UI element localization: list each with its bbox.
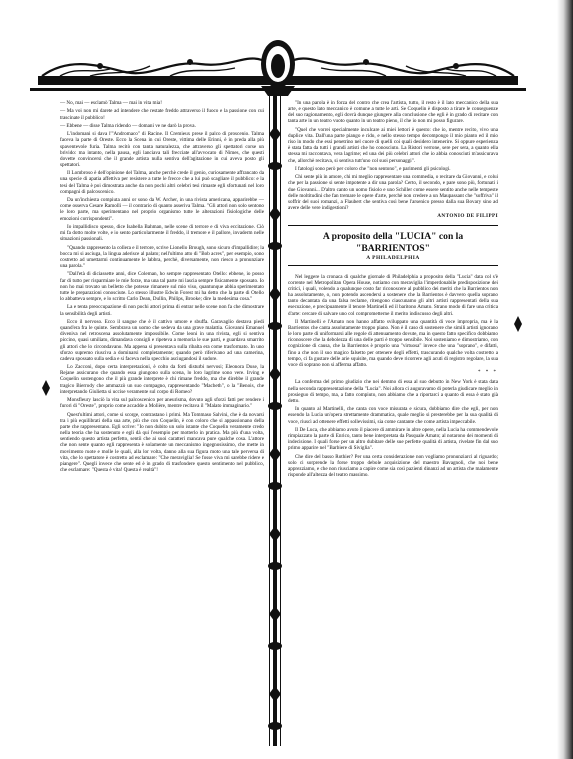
- left-paragraph: Ecco il nervoso. Ecco il sangue che è il cattivo umore e sbuffa. Garavaglio destava piedi quand'era fra le quinte. Sembrava un uomo che sedeva da una grave malattia. Giovanni Emanuel diveniva nel retroscena assolutamente impossibile. Come leoni in una rivista, egli si sentiva piccino, quasi umiliato, dimandava consigli e ripeteva a memoria le sue parti, e guardava smarrito gli attori che lo circondavano. Ma appena si presentava sulla ribalta era come trasformato. In uno sforzo supremo riusciva a dominarsi completamente; quando però riferivano ad una camerina, cadeva spossato sulla sedia e si faceva nella specchio asciugandosi il sudore.: [60, 318, 264, 362]
- right-margin-ornament-icon: [512, 316, 524, 332]
- left-paragraph: — Ebbene — disse Talma ridendo — domani ve ne darò la prova.: [60, 122, 196, 129]
- left-paragraph: Lo Zacconi, dopo certa interpretazioni, è colto da forti disturbi nervosi; Eleonora Duse, la Rejane assicurano che quando essa giungono sulla scena, lo loro lagrime sono vere. Irving e Coquelin sostengono che il più grande interprete è chi rimane freddo, ma che direbbe il grande tragico Bierrody che ammazzò un suo compagno, rappresentando "Macbeth", o la "Benois, che interpretando Giulietta si uccise veramente sul corpo di Romeo?: [60, 364, 264, 395]
- article-paragraph: In quanto al Martinelli, che canta con voce misurata e sicura, dobbiamo dire che egli, per non essendo la Lucia un'opera strettamente drammatica, quale meglio si presterebbe per la sua qualità di voce, riuscì ad ottenere effetti sollevissimi, sia come cantante che come artista impeccabile.: [288, 406, 498, 425]
- right-paragraph: Chi sente più in amore, chi mi meglio rappresentare una commedia, o recitare da Giovanni, e colui che per la passione si sente impotente a dir una parola? Certo, il secondo, e pare sono più, fortunati i due Giovanni... D'altro canto un uomo fisiolo e uno Schiller come essere sentito anche nelle tempeste delle moltitudini che fan tremare le opere d'arte, perchè non credere a un Maupassant che "soffriva" il soffrir del suoi romanzi, a Flaubert che sentiva così bene l'arsenico presso dalla sua Bovary sino ad avere delle vere indigestioni?: [288, 174, 498, 212]
- scan-edge: [557, 0, 573, 759]
- article-heading: [288, 225, 498, 266]
- article-paragraph: Nel leggere la cronaca di qualche giornale di Philadelphia a proposito della "Lucia" data col s'è corrente nel Metropolitan Opera House, notiamo con meraviglia l'imperdonabile predisposizione dei critici, i quali, volendo a qualunque costo far riconoscere al pubblico dei meriti che la Barrientos non ha assolutamente, o, non potendo ascendersi a sostenere che la Barrientos è davvero quella soprano tanto decantata da una falsa reclame, ritengono ciascunamo gli altri artisti rappresentati della sua esecuzione, e precipuamente il tenore Martinelli ed il baritono Amato. Strano modo di fare una critica d'arte: cercare di salvare uno col comprometterne il merito indiscusso degli altri.: [288, 273, 498, 317]
- right-paragraph: I fatologi sono però per coloro che "non sentono", e parimenti gli psicologi.: [295, 165, 451, 172]
- left-paragraph: Io impallidisco spesso, dice Isabella Bahman, nelle scene di terrore e di viva eccitazione. Ciò mi fa dotto molte volte, e io sento particolarmente il freddo, il tremore e il pallore, invaderm nelle situazioni passionali.: [60, 223, 264, 243]
- article-title: A proposito della "LUCIA" con la "BARRIENTOS": [322, 230, 464, 254]
- article-subtitle: A PHILADELPHIA: [366, 254, 420, 261]
- right-paragraph: "Quel che vorrei specialmente inculcare ai miei lettori è questo: che io, mentre recito, vivo una duplice vita. Dall'una parte piango e rido, e nello stesso tempo decompongo il mio pianto ed il mio riso in modo che essi penetrino nel cuore di quelli coi quali desidero intenerire. Si oppure esperienza è stata fatta da tutti i grandi artisti che ho conosciuto. La Ristori verrone, sere per sera, a quanto ella stessa mi raccontava, vera lagrime; ed una dei più celebri attori che io abbia conosciuti m'assicurava che, allorchè recitava, si sentiva tutt'uno col suoi personaggi".: [288, 126, 498, 164]
- left-paragraph: "Quando rappresento la collera e il terrore, scrive Lionello Brough, sono sicuro d'impallidire; la bocca mi si asciuga, la lingua aderisce al palato; nell'ultimo atto di "Bob acres", per esempio, sono costretto ad umettarmi continuamente le labbra, perchè, diversamente, non riesco a pronunziare una parola.": [60, 244, 264, 270]
- article-paragraph: La conferma del primo giudizio che nei demmo di essa al suo debutto in New York è stata data nella seconda rappresentazione della "Lucia". Noi allora ci auguravamo di poterla giudicare meglio in prosieguo di tempo, ma, a fatto compiuto, non abbiamo che a riportarci a quanto di essa è stato già detto.: [288, 379, 498, 404]
- left-text-column: [60, 100, 264, 740]
- author-signature: ANTONIO DE FILIPPI: [437, 213, 498, 220]
- right-paragraph: "In una parola è in forza del contro che crea l'artista, tutto, il resto è il lato meccanico della sua arte, e questo lato meccanico è comune a tutte le arti. Se Coquelin è disposto a tirare le conseguenze del suo ragionamento, egli dovrà dunque giungere alla conclusione che egli è in grado di recitare con tanta arte in un teatro vuoto quanto in un teatro pieno, il che io non mi posso figurare.: [288, 100, 498, 125]
- ornamental-column-divider-icon: [264, 96, 286, 746]
- left-paragraph: L'indomani si dava l'"Andromaco" di Racine. Il Cremieux prese il palco di proscenio. Talma faceva la parte di Oreste. Ecco la Scena in cui Oreste, vittima delle Erinni, è in preda alla più spaventevole furia. Talma recitò con tanta naturalezza, che attraverso gli spettatori corse un brivido: ma intanto, nella pausa, egli lanciava tali frecciate all'avvocato di Nimes, che questi dovette convincersi che il grande artista nulla sentiva dell'agitazione in cui aveva posto gli spettatori.: [60, 131, 264, 168]
- ornamental-header-icon: [30, 36, 526, 102]
- left-paragraph: — Ma voi non mi darete ad intendere che restate freddo attraverso il fuoco e la passione con cui trascinate il pubblico!: [60, 108, 264, 121]
- right-text-column: [288, 100, 498, 740]
- article-paragraph: Che dire del basso Rothier? Per una certa considerazione non vogliamo pronunziarci al riguardo; solo ci sorprende la forse troppo debole acquisizione del maestro Bavagnoli, che noi bene apprezziamo, e che non riusciamo a capire come sia così pazienti dinanzi ad un artista che malamente risponde all'altezza del teatro massimo.: [288, 453, 498, 479]
- left-paragraph: Monsfleury lasciò la vita sul palcoscenico per aneurisma, dovuto agli sforzi fatti per rendere i furori di "Oreste", proprio come accadde a Molière, mentre recitava il "Malato immaginario.": [60, 397, 264, 410]
- article-paragraph: Il De Luca, che abbiamo avuto il piacere di ammirare in altre opere, nella Lucia ha commendevole rimpiazzato la parte di Enrico, tanto bene interpretata da Pasquale Amato; al notarono dei momenti di indecisione. I quali forse per un altro dubitare delle sue perfette qualità di artista, rivelate fin dal suo primo apparire nel "Barbiere di Siviglia".: [288, 426, 498, 452]
- left-paragraph: "Dall'età di diciassette anni, dice Coleman, ho sempre rappresentato Otello: ebbene, io posso far di tutto per risparmiare le mie forze, ma una tal parte mi lascia sempre fisicamente spossato. Io non ho mai trovato un belletto che potesse rimanere sul mio viso, quantunque abbia sperimentato tutte le preparazioni conosciute. Lo stesso illustre Edwin Forest mi ha detto che la parte di Otello lo abbatteva sempre, e lo scritto Carlo Dean, Dullin, Philips, Brooke; dire la medesima cosa.": [60, 271, 264, 303]
- left-paragraph: Da un'inchiesta compiuta anni or sono da W. Archer, in una rivista americana, apparirebbe — come osserva Cesare Ramolli — il contrario di quanto asseriva Talma. "Gli attori non solo sentono le loro parte, ma sperimentano nel proprio organismo tutte le alterazioni fisiologiche delle emozioni corrispondenti".: [60, 197, 264, 222]
- left-paragraph: — No, mai — esclamò Talma — mai in vita mia!: [60, 100, 162, 106]
- left-paragraph: Quest'ultimi attori, come si scorge, contrastano i primi. Ma Tommaso Salvini, che è da novarsi tra i più equilibrati della sua arte, più che con Coquelin, è con coloro che si appassionano della parte che rappresentano. Egli scrive: "Io non dubito un solo istante che Coquelin veramente credo nella teoria che ha sostenuto e egli dà qui l'esempio per motterlo in pratica. Ma più d'una volta, sentiendo questo artista perfetto, sentii che ai suoi caratteri mancava pure qualche cosa. L'attore che non sente quanto egli rappresenta è solamente un meccanismo ingegnosissimo, che mette in movimento ruote e molle le quali, alla lor volta, danno alla sua figura moto una tale perversa di vita, che lo spettatore è costretto ad esclamare: "Che meraviglia! Se fosse viva mi sarebbe ridere e piangere". Quegli invece che sente ed è in grado di trasfondere questo sentimento nel pubblico, che esclamare: "Questa è vita! Questa è realtà"!: [60, 411, 264, 474]
- article-paragraph: Il Martinelli e l'Amato non hanno affatto sviluppato una quantità di voce impropria, ma è la Barrientos che canta assolutamente troppo piano. Non è il caso di sostenere che simili artisti ignorano le loro parte di uniformarsi alle regole di attenuamento dovute, ma in questo fatto specifico dobbiamo riconoscere che la debolezza di una delle parti è troppo sensibile. Noi sosteniamo e dimostriamo, con cognizione di causa, che la Barrientos è proprio una "virtuosa" invece che una "soprano", e difatti, fino a che non il suo magico falsetto per ottenere degli effetti, trascurando qualche volta costretto a tempo, ci fa gustare delle arie squisite, ma quando deve ricorrere agli acuti di registro regolare, la sua voce di soprano non si afferma affatto.: [288, 318, 498, 368]
- left-paragraph: Il Lombroso è dell'opinione del Talma, anche perchè crede il genio, curiosamente affrancato da una specie di apatia affettiva per resistere a tutte le frecce che a lui può scagliare il pubblico: e la tesi del Talma è poi dimostrata anche da non pochi altri celebri tesi rimaste egli sfortunati nel loro compagni di palcoscenico.: [60, 170, 264, 195]
- left-margin-ornament-icon: [40, 380, 52, 396]
- section-stars: * * *: [478, 370, 498, 376]
- left-paragraph: La e tenta preoccupazione di non pochi attori prima di entrar nelle scene non fa che dimostrare la sensibilità degli artisti.: [60, 304, 264, 317]
